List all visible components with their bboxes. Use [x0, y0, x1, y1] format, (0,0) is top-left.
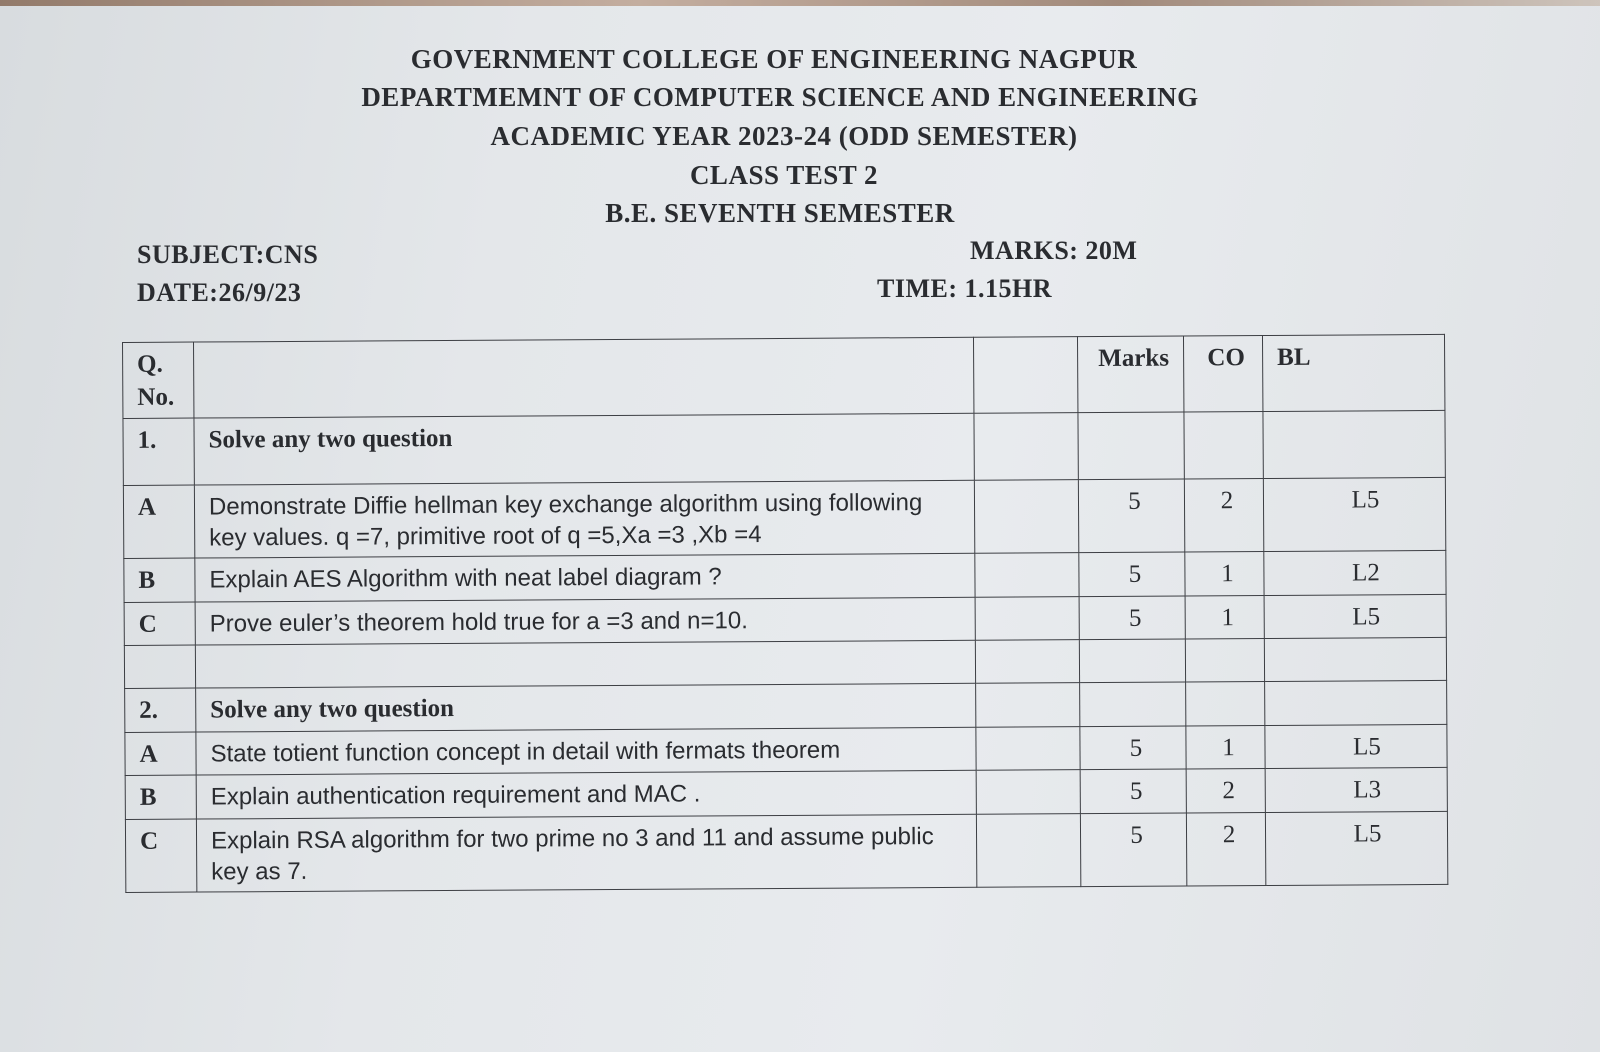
question-marks: 5 [1078, 479, 1184, 553]
academic-year: ACADEMIC YEAR 2023-24 (ODD SEMESTER) [490, 121, 1078, 151]
question-bl: L5 [1265, 811, 1447, 885]
section-number: 2. [125, 688, 196, 732]
section-row [123, 410, 1445, 485]
question-bl: L3 [1265, 768, 1447, 813]
section-number: 1. [123, 418, 194, 485]
section-title: Solve any two question [196, 684, 976, 732]
department-name: DEPARTMEMNT OF COMPUTER SCIENCE AND ENGINEERING [361, 82, 1199, 112]
section-title: Solve any two question [194, 413, 974, 485]
empty-cell [975, 640, 1079, 684]
question-bl: L5 [1265, 724, 1447, 769]
table-header-row [123, 334, 1445, 418]
question-co: 1 [1185, 595, 1264, 639]
question-text: Explain AES Algorithm with neat label diagram ? [195, 554, 975, 602]
question-header [194, 337, 974, 418]
semester: B.E. SEVENTH SEMESTER [605, 198, 955, 228]
subject: SUBJECT:CNS [137, 240, 319, 269]
question-text: Explain authentication requirement and MAC . [196, 771, 976, 819]
question-text: Explain RSA algorithm for two prime no 3 and 11 and assume public key as 7. [196, 814, 976, 892]
question-bl: L2 [1264, 551, 1446, 596]
question-marks: 5 [1080, 769, 1186, 813]
question-marks: 5 [1079, 552, 1185, 596]
college-name: GOVERNMENT COLLEGE OF ENGINEERING NAGPUR [410, 44, 1138, 74]
blank-header [973, 337, 1077, 414]
empty-cell [975, 553, 1079, 597]
marks-header: Marks [1077, 336, 1183, 413]
question-bl: L5 [1264, 594, 1446, 639]
question-marks: 5 [1080, 813, 1186, 887]
question-table [122, 334, 1448, 893]
exam-date: DATE:26/9/23 [137, 278, 302, 307]
question-co: 1 [1186, 725, 1265, 769]
empty-cell [976, 814, 1080, 888]
empty-cell [1079, 639, 1185, 683]
empty-cell [1184, 412, 1263, 479]
exam-time: TIME: 1.15HR [877, 274, 1052, 303]
question-co: 2 [1184, 479, 1263, 553]
empty-cell [1263, 410, 1445, 478]
question-id: C [125, 819, 196, 893]
empty-cell [976, 727, 1080, 771]
question-marks: 5 [1079, 596, 1185, 640]
test-title: CLASS TEST 2 [689, 160, 879, 190]
empty-cell [976, 770, 1080, 814]
empty-cell [1264, 638, 1446, 682]
empty-cell [975, 597, 1079, 641]
question-marks: 5 [1080, 726, 1186, 770]
question-id: A [125, 732, 196, 776]
bl-header: BL [1262, 334, 1444, 411]
co-header: CO [1183, 336, 1262, 412]
empty-cell [124, 645, 195, 688]
empty-cell [1265, 681, 1447, 726]
empty-cell [974, 480, 1078, 554]
question-text: State totient function concept in detail with fermats theorem [196, 727, 976, 775]
qno-header: Q. No. [123, 342, 194, 418]
question-text: Prove euler’s theorem hold true for a =3 and n=10. [195, 597, 975, 645]
table-row [123, 477, 1445, 558]
empty-cell [974, 413, 1078, 481]
question-id: C [124, 602, 195, 646]
total-marks: MARKS: 20M [970, 236, 1138, 265]
paper-top-edge [0, 0, 1600, 6]
question-id: B [125, 775, 196, 819]
empty-cell [1186, 682, 1265, 726]
question-bl: L5 [1263, 477, 1445, 551]
empty-cell [1080, 682, 1186, 726]
question-text: Demonstrate Diffie hellman key exchange algorithm using following key values. q =7, primitive root of q =5,Xa =3 ,Xb =4 [194, 480, 974, 558]
question-id: A [123, 485, 194, 559]
question-co: 1 [1185, 552, 1264, 596]
table-row [125, 811, 1447, 892]
empty-cell [195, 641, 975, 689]
question-id: B [124, 558, 195, 602]
question-co: 2 [1186, 812, 1265, 886]
empty-cell [1078, 412, 1184, 480]
empty-cell [976, 683, 1080, 727]
empty-cell [1185, 639, 1264, 682]
question-co: 2 [1186, 769, 1265, 813]
